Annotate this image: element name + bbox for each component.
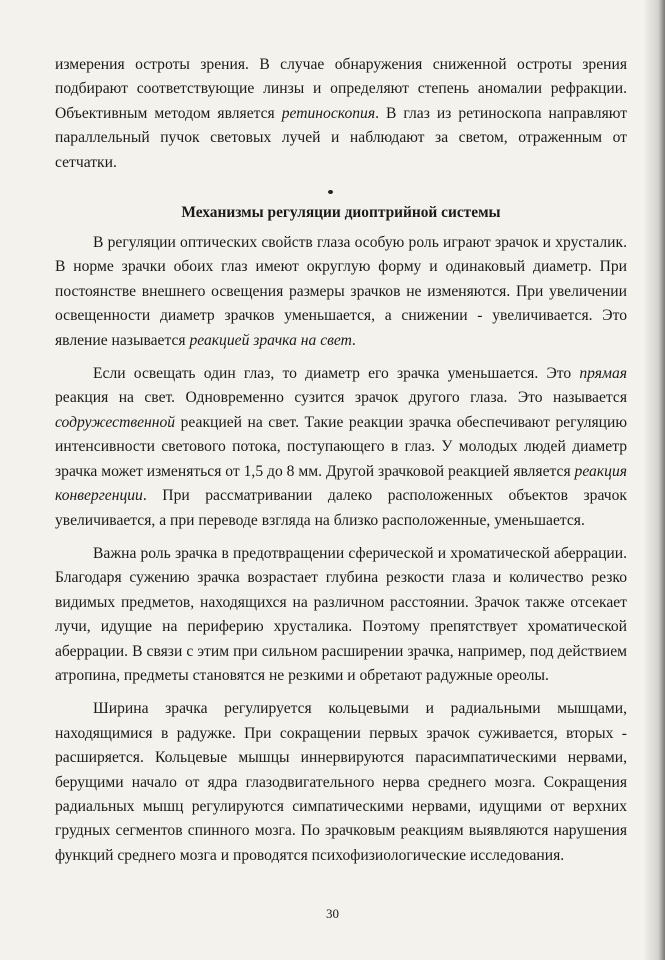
paragraph-1 [55,53,627,175]
page-number: 30 [326,906,339,921]
text-run: Важна роль зрачка в предотвращении сферической и хроматической аберрации. Благодаря сужению зрачка возрастает глубина резкости глаза и количество резко видимых предметов, находящихся на различном расстоянии. Зрачок также отсекает лучи, идущие на периферию хрусталика. Поэтому препятствует хроматической аберрации. В связи с этим при сильном расширении зрачка, например, под действием атропина, предметы становятся не резкими и обретают радужные ореолы. [55,544,627,684]
text-run: реакцией на свет. Такие реакции зрачка обеспечивают регуляцию интенсивности светового потока, поступающего в глаз. У молодых людей диаметр зрачка может изменяться от 1,5 до 8 мм. Другой зрачковой реакцией является [55,413,627,480]
text-run: Ширина зрачка регулируется кольцевыми и радиальными мышцами, находящимися в радужке. При сокращении первых зрачок суживается, вторых - расширяется. Кольцевые мышцы иннервируются парасимпатическими нервами, берущими начало от ядра глазодвигательного нерва среднего мозга. Сокращения радиальных мышц регулируются симпатическими нервами, идущими от верхних грудных сегментов спинного мозга. По зрачковым реакциям выявляются нарушения функций среднего мозга и проводятся психофизиологические исследования. [55,700,627,864]
text-run: . [351,331,356,349]
text-run: измерения остроты зрения. В случае обнаружения сниженной остроты зрения подбирают соответствующие линзы и определяют степень аномалии рефракции. Объективным методом является [55,56,627,122]
text-run: реакция на свет. Одновременно сузится зрачок другого глаза. Это называется [55,389,627,407]
italic-term: прямая [579,365,627,383]
italic-term: реакцией зрачка на свет [189,331,352,349]
paragraph-3 [55,362,627,533]
text-run: В регуляции оптических свойств глаза особую роль играют зрачок и хрусталик. В норме зрачки обоих глаз имеют округлую форму и одинаковый диаметр. При постоянстве внешнего освещения размеры зрачков не изменяются. При увеличении освещенности диаметр зрачков уменьшается, а снижении - увеличивается. Это явление называется [55,234,627,349]
text-run: Если освещать один глаз, то диаметр его зрачка уменьшается. Это [93,365,580,383]
text-run: . При рассматривании далеко расположенных объектов зрачок увеличивается, а при переводе взгляда на близко расположенные, уменьшается. [55,487,627,529]
section-heading: Механизмы регуляции диоптрийной системы [181,204,501,222]
italic-term: содружественной [55,413,176,431]
paragraph-4 [55,542,627,688]
italic-term: реакция конвергенции [55,462,627,505]
page-body [55,53,627,868]
text-run: . В глаз из ретиноскопа направляют параллельный пучок световых лучей и наблюдают за светом, отраженным от сетчатки. [55,104,628,171]
italic-term: ретиноскопия [281,104,376,122]
paragraph-5 [55,697,627,868]
scan-shadow-edge [643,0,665,960]
paragraph-2 [55,231,627,353]
